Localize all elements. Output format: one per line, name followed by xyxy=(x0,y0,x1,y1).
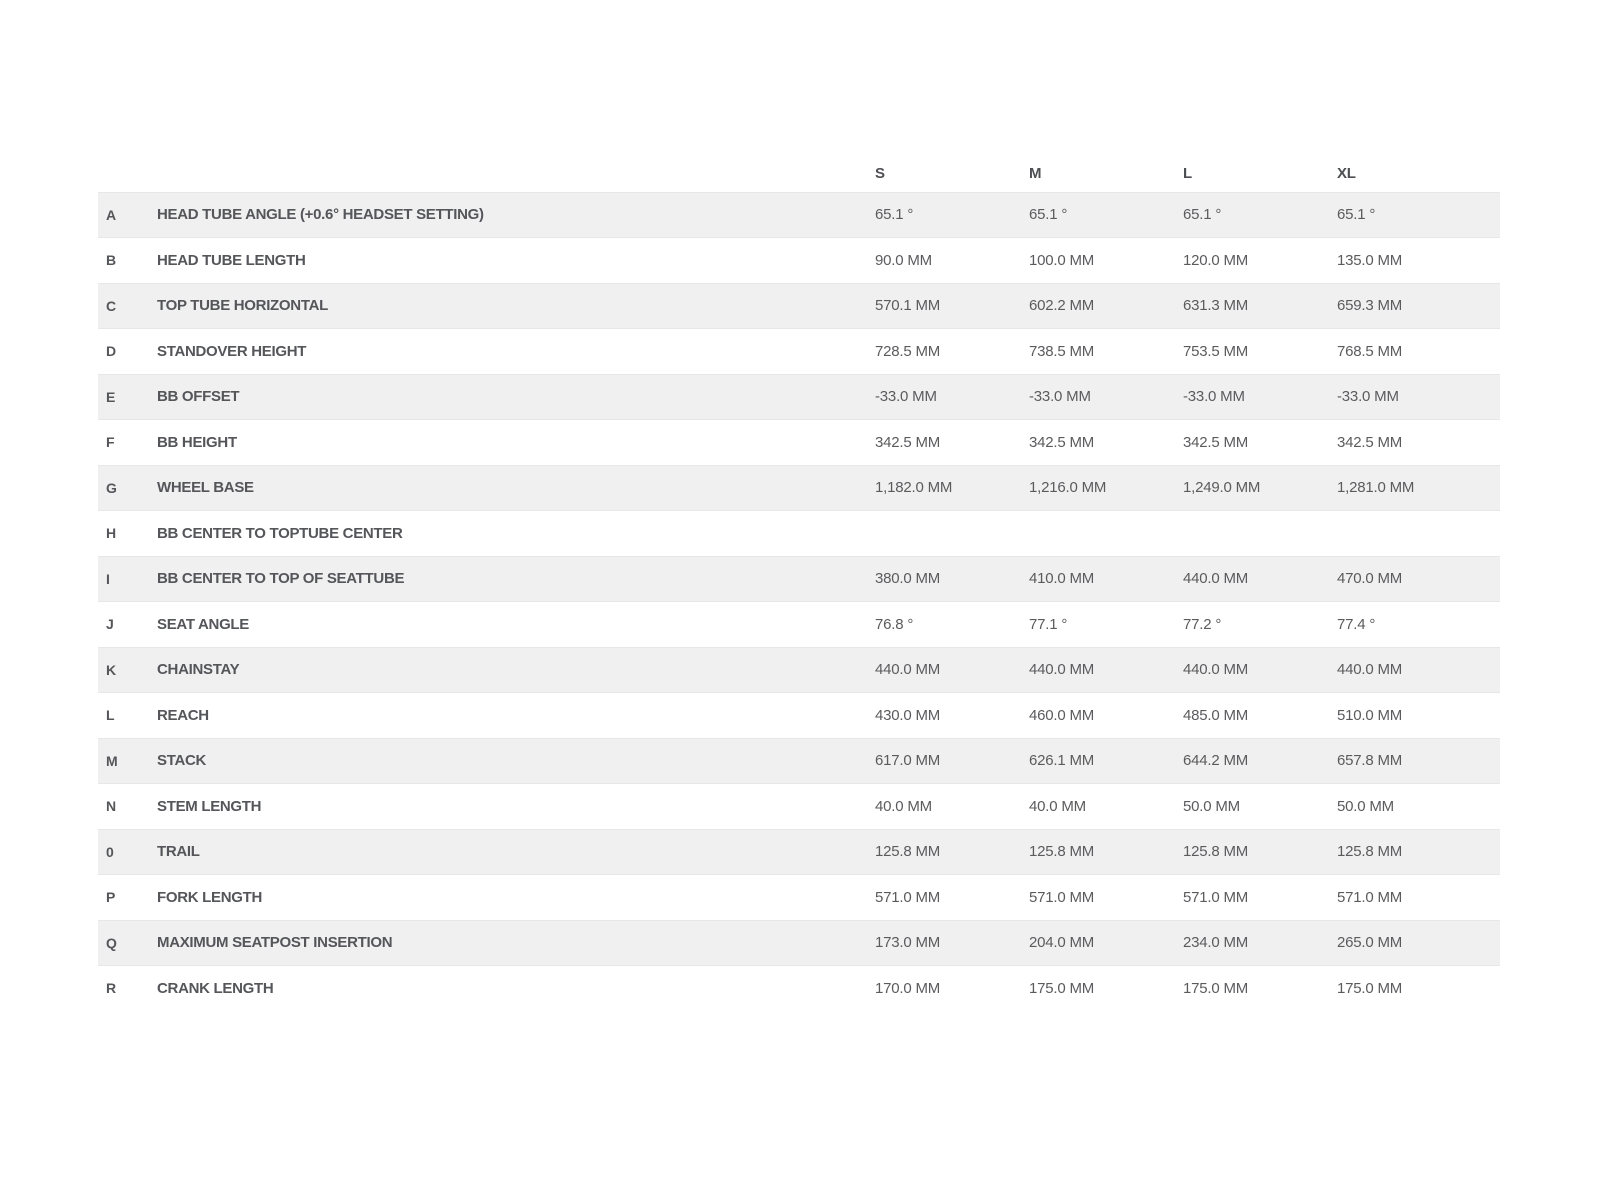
table-row xyxy=(98,784,1500,830)
table-row xyxy=(98,374,1500,420)
value-s: 342.5 MM xyxy=(875,433,941,451)
value-m: 40.0 MM xyxy=(1029,797,1086,815)
value-s: 617.0 MM xyxy=(875,752,941,770)
table-header-row xyxy=(98,148,1500,192)
value-m: 738.5 MM xyxy=(1029,342,1095,360)
value-l: 571.0 MM xyxy=(1183,888,1249,906)
row-label: MAXIMUM SEATPOST INSERTION xyxy=(157,934,393,952)
value-m: 410.0 MM xyxy=(1029,570,1095,588)
row-letter: R xyxy=(106,980,116,997)
value-m: -33.0 MM xyxy=(1029,388,1091,406)
value-xl: 768.5 MM xyxy=(1337,342,1403,360)
column-header-xl: XL xyxy=(1337,164,1356,182)
value-xl: 65.1 ° xyxy=(1337,206,1376,224)
row-label: BB CENTER TO TOP OF SEATTUBE xyxy=(157,570,405,588)
row-label: SEAT ANGLE xyxy=(157,615,250,633)
value-s: 40.0 MM xyxy=(875,797,932,815)
value-xl: 50.0 MM xyxy=(1337,797,1394,815)
value-xl: 571.0 MM xyxy=(1337,888,1403,906)
value-xl: 440.0 MM xyxy=(1337,661,1403,679)
value-l: 50.0 MM xyxy=(1183,797,1240,815)
row-label: CHAINSTAY xyxy=(157,661,240,679)
value-l: -33.0 MM xyxy=(1183,388,1245,406)
row-label: STEM LENGTH xyxy=(157,797,262,815)
value-xl: 1,281.0 MM xyxy=(1337,479,1415,497)
row-letter: K xyxy=(106,661,116,678)
table-row xyxy=(98,647,1500,693)
value-m: 100.0 MM xyxy=(1029,251,1095,269)
row-letter: C xyxy=(106,297,116,314)
value-s: 90.0 MM xyxy=(875,251,932,269)
value-s: 571.0 MM xyxy=(875,888,941,906)
row-letter: E xyxy=(106,388,116,405)
value-l: 485.0 MM xyxy=(1183,706,1249,724)
value-s: 430.0 MM xyxy=(875,706,941,724)
table-row xyxy=(98,420,1500,466)
table-row xyxy=(98,602,1500,648)
value-m: 175.0 MM xyxy=(1029,979,1095,997)
table-row xyxy=(98,875,1500,921)
value-xl: 135.0 MM xyxy=(1337,251,1403,269)
value-s: 170.0 MM xyxy=(875,979,941,997)
row-letter: P xyxy=(106,889,116,906)
table-row xyxy=(98,511,1500,557)
row-letter: N xyxy=(106,798,116,815)
value-l: 342.5 MM xyxy=(1183,433,1249,451)
value-m: 1,216.0 MM xyxy=(1029,479,1107,497)
row-label: TOP TUBE HORIZONTAL xyxy=(157,297,328,315)
row-label: STACK xyxy=(157,752,207,770)
value-m: 65.1 ° xyxy=(1029,206,1068,224)
value-s: 125.8 MM xyxy=(875,843,941,861)
value-s: 1,182.0 MM xyxy=(875,479,953,497)
row-label: FORK LENGTH xyxy=(157,888,263,906)
table-row xyxy=(98,966,1500,1012)
table-body xyxy=(98,192,1500,1011)
table-row xyxy=(98,829,1500,875)
value-l: 120.0 MM xyxy=(1183,251,1249,269)
value-xl: -33.0 MM xyxy=(1337,388,1399,406)
row-label: BB HEIGHT xyxy=(157,433,237,451)
value-xl: 659.3 MM xyxy=(1337,297,1403,315)
table-row xyxy=(98,920,1500,966)
row-letter: H xyxy=(106,525,116,542)
value-xl: 510.0 MM xyxy=(1337,706,1403,724)
value-xl: 470.0 MM xyxy=(1337,570,1403,588)
row-label: REACH xyxy=(157,706,209,724)
value-xl: 77.4 ° xyxy=(1337,615,1376,633)
row-label: TRAIL xyxy=(157,843,200,861)
value-s: 173.0 MM xyxy=(875,934,941,952)
value-xl: 657.8 MM xyxy=(1337,752,1403,770)
value-xl: 342.5 MM xyxy=(1337,433,1403,451)
value-m: 342.5 MM xyxy=(1029,433,1095,451)
row-letter: L xyxy=(106,707,115,724)
row-letter: B xyxy=(106,252,116,269)
value-l: 753.5 MM xyxy=(1183,342,1249,360)
row-label: WHEEL BASE xyxy=(157,479,254,497)
value-m: 204.0 MM xyxy=(1029,934,1095,952)
value-l: 77.2 ° xyxy=(1183,615,1222,633)
value-s: 440.0 MM xyxy=(875,661,941,679)
row-letter: G xyxy=(106,479,117,496)
row-letter: D xyxy=(106,343,116,360)
table-row xyxy=(98,556,1500,602)
table-row xyxy=(98,738,1500,784)
row-label: CRANK LENGTH xyxy=(157,979,274,997)
value-m: 77.1 ° xyxy=(1029,615,1068,633)
table-row xyxy=(98,465,1500,511)
value-m: 571.0 MM xyxy=(1029,888,1095,906)
value-m: 460.0 MM xyxy=(1029,706,1095,724)
table-row xyxy=(98,192,1500,238)
value-s: 65.1 ° xyxy=(875,206,914,224)
value-l: 125.8 MM xyxy=(1183,843,1249,861)
row-label: HEAD TUBE LENGTH xyxy=(157,251,306,269)
row-label: BB OFFSET xyxy=(157,388,240,406)
table-row xyxy=(98,238,1500,284)
value-l: 234.0 MM xyxy=(1183,934,1249,952)
value-l: 440.0 MM xyxy=(1183,661,1249,679)
geometry-table xyxy=(98,148,1500,1011)
value-l: 440.0 MM xyxy=(1183,570,1249,588)
value-s: 76.8 ° xyxy=(875,615,914,633)
value-l: 175.0 MM xyxy=(1183,979,1249,997)
value-m: 626.1 MM xyxy=(1029,752,1095,770)
value-m: 125.8 MM xyxy=(1029,843,1095,861)
value-m: 440.0 MM xyxy=(1029,661,1095,679)
value-s: 570.1 MM xyxy=(875,297,941,315)
row-letter: J xyxy=(106,616,114,633)
value-l: 65.1 ° xyxy=(1183,206,1222,224)
row-letter: A xyxy=(106,206,116,223)
value-xl: 265.0 MM xyxy=(1337,934,1403,952)
table-row xyxy=(98,693,1500,739)
table-row xyxy=(98,329,1500,375)
value-xl: 175.0 MM xyxy=(1337,979,1403,997)
row-letter: M xyxy=(106,752,118,769)
value-l: 631.3 MM xyxy=(1183,297,1249,315)
row-label: HEAD TUBE ANGLE (+0.6° HEADSET SETTING) xyxy=(157,206,484,224)
column-header-s: S xyxy=(875,164,885,182)
value-s: -33.0 MM xyxy=(875,388,937,406)
table-row xyxy=(98,283,1500,329)
value-s: 728.5 MM xyxy=(875,342,941,360)
row-letter: Q xyxy=(106,934,117,951)
row-label: STANDOVER HEIGHT xyxy=(157,342,307,360)
value-l: 644.2 MM xyxy=(1183,752,1249,770)
value-l: 1,249.0 MM xyxy=(1183,479,1261,497)
row-letter: F xyxy=(106,434,115,451)
value-m: 602.2 MM xyxy=(1029,297,1095,315)
value-s: 380.0 MM xyxy=(875,570,941,588)
row-label: BB CENTER TO TOPTUBE CENTER xyxy=(157,524,403,542)
value-xl: 125.8 MM xyxy=(1337,843,1403,861)
column-header-l: L xyxy=(1183,164,1192,182)
row-letter: I xyxy=(106,570,110,587)
column-header-m: M xyxy=(1029,164,1042,182)
row-letter: 0 xyxy=(106,843,114,860)
